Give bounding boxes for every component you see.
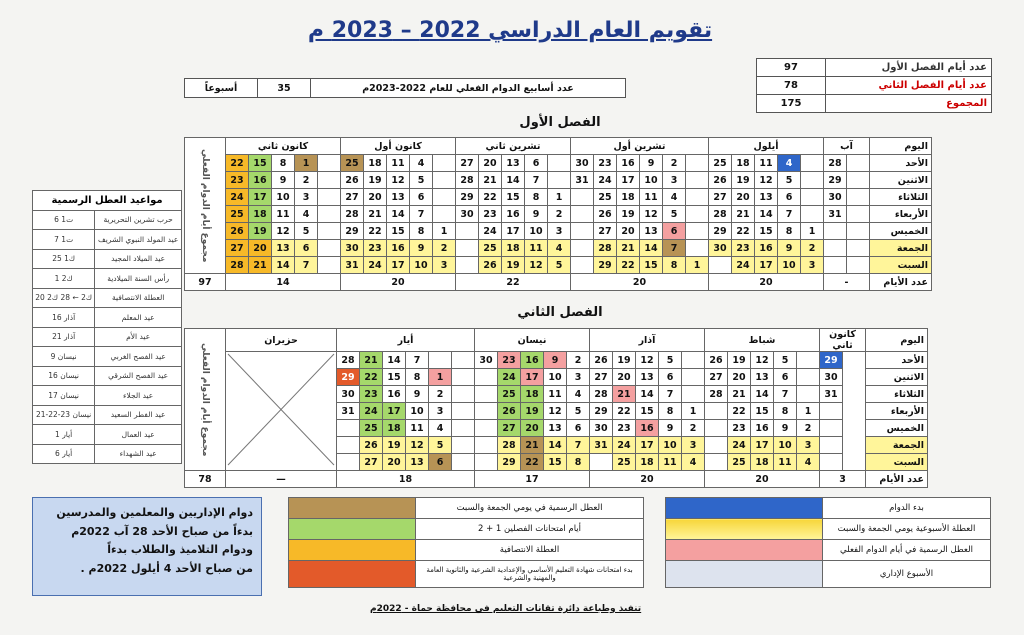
holiday-date: 1 ك2 bbox=[33, 269, 95, 289]
holiday-date: 21 آذار bbox=[33, 327, 95, 347]
legend-label: أيام امتحانات الفصلين 1 + 2 bbox=[416, 519, 644, 540]
month-count: 3 bbox=[820, 471, 866, 488]
month-count: — bbox=[226, 471, 337, 488]
month-count: 18 bbox=[337, 471, 475, 488]
sem1-total-value: 97 bbox=[757, 59, 826, 77]
legend-swatch bbox=[289, 519, 416, 540]
holidays-table bbox=[32, 190, 182, 464]
grand-total-value: 175 bbox=[757, 95, 826, 113]
holiday-name: عيد المعلم bbox=[95, 308, 182, 328]
weeks-value: 35 bbox=[258, 79, 311, 98]
month-count: 20 bbox=[590, 471, 705, 488]
sem2-total-label: عدد أيام الفصل الثاني bbox=[826, 77, 992, 95]
month-header: آذار bbox=[590, 329, 705, 352]
note-line: دوام الإداريين والمعلمين والمدرسين bbox=[56, 506, 253, 519]
month-header: أيلول bbox=[709, 138, 824, 155]
page-title: تقويم العام الدراسي 2022 – 2023 م bbox=[307, 18, 713, 43]
holiday-date: 20 ك2 ← 28 ك2 bbox=[33, 288, 95, 308]
weeks-label: عدد أسابيع الدوام الفعلي للعام 2022-2023م bbox=[311, 79, 626, 98]
month-header: كانون ثاني bbox=[226, 138, 341, 155]
holiday-name: رأس السنة الميلادية bbox=[95, 269, 182, 289]
holiday-name: عيد الشهداء bbox=[95, 444, 182, 464]
legend-label: العطلة الأسبوعية يومي الجمعة والسبت bbox=[823, 519, 991, 540]
days-count-label: عدد الأيام bbox=[866, 471, 928, 488]
holiday-name: عيد الميلاد المجيد bbox=[95, 249, 182, 269]
sem1-title: الفصل الأول bbox=[519, 115, 601, 130]
day-label: السبت bbox=[866, 454, 928, 471]
day-label: الأربعاء bbox=[866, 403, 928, 420]
month-count: 22 bbox=[456, 274, 571, 291]
day-label: الأحد bbox=[866, 352, 928, 369]
day-label: الاثنين bbox=[870, 172, 932, 189]
legend-swatch bbox=[289, 561, 416, 588]
note-line: ودوام التلاميذ والطلاب بدءاً bbox=[107, 543, 253, 557]
month-count: 20 bbox=[341, 274, 456, 291]
day-header: اليوم bbox=[870, 138, 932, 155]
legend-label: العطلة الانتصافية bbox=[416, 540, 644, 561]
day-header: اليوم bbox=[866, 329, 928, 352]
month-header: نيسان bbox=[475, 329, 590, 352]
day-label: الاثنين bbox=[866, 369, 928, 386]
holiday-date: 16 نيسان bbox=[33, 366, 95, 386]
legend-swatch bbox=[289, 540, 416, 561]
month-count: - bbox=[824, 274, 870, 291]
sem2-total-value: 78 bbox=[757, 77, 826, 95]
start-date-note bbox=[32, 497, 262, 596]
holiday-name: عيد الأم bbox=[95, 327, 182, 347]
holiday-name: عيد الفصح الغربي bbox=[95, 347, 182, 367]
day-label: الخميس bbox=[870, 223, 932, 240]
holiday-date: 6 ت1 bbox=[33, 210, 95, 230]
legend-label: بدء الدوام bbox=[823, 498, 991, 519]
weeks-unit: أسبوعاً bbox=[185, 79, 258, 98]
month-header: تشرين ثاني bbox=[456, 138, 571, 155]
day-label: الثلاثاء bbox=[866, 386, 928, 403]
month-count: 17 bbox=[475, 471, 590, 488]
month-count: 20 bbox=[571, 274, 709, 291]
weeks-table bbox=[184, 78, 626, 98]
summary-table bbox=[756, 58, 992, 113]
days-count-label: عدد الأيام bbox=[870, 274, 932, 291]
month-header: كانون ثاني bbox=[820, 329, 866, 352]
legend-swatch bbox=[666, 519, 823, 540]
month-count: 20 bbox=[709, 274, 824, 291]
holiday-name: عيد الفطر السعيد bbox=[95, 405, 182, 425]
holiday-name: عيد الفصح الشرقي bbox=[95, 366, 182, 386]
holiday-date: 17 نيسان bbox=[33, 386, 95, 406]
sem1-vertical-label: مجموع أيام الدوام الفعلي bbox=[185, 138, 226, 274]
legend-label: الأسبوع الإداري bbox=[823, 561, 991, 588]
day-label: الثلاثاء bbox=[870, 189, 932, 206]
month-header: حزيران bbox=[226, 329, 337, 352]
june-crossed-box bbox=[226, 352, 337, 471]
sem2-title: الفصل الثاني bbox=[517, 305, 603, 320]
legend-middle bbox=[288, 497, 644, 588]
note-line: من صباح الأحد 4 أيلول 2022م . bbox=[80, 562, 253, 576]
month-header: تشرين أول bbox=[571, 138, 709, 155]
sem1-total-label: عدد أيام الفصل الأول bbox=[826, 59, 992, 77]
day-label: الأحد bbox=[870, 155, 932, 172]
holiday-date: 21-22-23 نيسان bbox=[33, 405, 95, 425]
day-label: الجمعة bbox=[870, 240, 932, 257]
day-label: السبت bbox=[870, 257, 932, 274]
sem2-vertical-label: مجموع أيام الدوام الفعلي bbox=[185, 329, 226, 471]
legend-swatch bbox=[289, 498, 416, 519]
grand-total-label: المجموع bbox=[826, 95, 992, 113]
legend-label: العطل الرسمية في أيام الدوام الفعلي bbox=[823, 540, 991, 561]
month-header: كانون أول bbox=[341, 138, 456, 155]
note-line: بدءاً من صباح الأحد 28 آب 2022م bbox=[71, 524, 253, 538]
cross-out-icon bbox=[226, 352, 336, 467]
month-header: شباط bbox=[705, 329, 820, 352]
holiday-name: العطلة الانتصافية bbox=[95, 288, 182, 308]
month-header: آب bbox=[824, 138, 870, 155]
sem1-total: 97 bbox=[185, 274, 226, 291]
holiday-date: 25 ك1 bbox=[33, 249, 95, 269]
day-label: الأربعاء bbox=[870, 206, 932, 223]
holiday-date: 1 أيار bbox=[33, 425, 95, 445]
footer-credit: تنفيذ وطباعة دائرة تقانات التعليم في محافظة حماة - 2022م bbox=[370, 604, 642, 614]
day-label: الخميس bbox=[866, 420, 928, 437]
sem2-total: 78 bbox=[185, 471, 226, 488]
month-count: 14 bbox=[226, 274, 341, 291]
legend-swatch bbox=[666, 561, 823, 588]
sem2-calendar: مجموع أيام الدوام الفعلي حزيران أيار نيسان آذار شباط كانون ثاني اليوم 28 21 14 7 30 23 16 9 2 26 19 12 5 26 19 12 5 29 الأحد 29 22 15 8 1 24 17 10 3 27 20 13 6 27 20 13 6 30 الاثنين 30 23 16 9 2 25 18 11 4 28 21 14 7 28 21 14 7 31 الثلاثاء 31 24 17 10 3 26 19 12 5 29 22 15 8 1 22 15 8 1 الأربعاء 25 18 11 4 27 20 13 6 30 23 16 9 2 23 16 9 2 الخميس 26 19 12 5 28 21 14 7 31 24 17 10 3 24 17 10 3 الجمعة 27 20 13 6 29 22 15 8 25 18 11 4 25 18 11 4 السبت 78 — 18 17 20 20 3 عدد الأيام bbox=[184, 328, 928, 488]
holiday-name: حرب تشرين التحريرية bbox=[95, 210, 182, 230]
legend-label: العطل الرسمية في يومي الجمعة والسبت bbox=[416, 498, 644, 519]
month-header: أيار bbox=[337, 329, 475, 352]
legend-swatch bbox=[666, 540, 823, 561]
holidays-title: مواعيد العطل الرسمية bbox=[33, 191, 182, 211]
legend-label: بدء امتحانات شهادة التعليم الأساسي والإعدادية الشرعية والثانوية العامة والمهنية والشرعية bbox=[416, 561, 644, 588]
sem1-calendar: مجموع أيام الدوام الفعلي كانون ثاني كانون أول تشرين ثاني تشرين أول أيلول آب اليوم 22 15 8 1 25 18 11 4 27 20 13 6 30 23 16 9 2 25 18 11 4 28 الأحد 23 16 9 2 26 19 12 5 28 21 14 7 31 24 17 10 3 26 19 12 5 29 الاثنين 24 17 10 3 27 20 13 6 29 22 15 8 1 25 18 11 4 27 20 13 6 30 الثلاثاء 25 18 11 4 28 21 14 7 30 23 16 9 2 26 19 12 5 28 21 14 7 31 الأربعاء 26 19 12 5 29 22 15 8 1 24 17 10 3 27 20 13 6 29 22 15 8 1 الخميس 27 20 13 6 30 23 16 9 2 25 18 11 4 28 21 14 7 30 23 16 9 2 الجمعة 28 21 14 7 31 24 17 10 3 26 19 12 5 29 22 15 8 1 24 17 10 3 السبت 97 14 20 22 20 20 - عدد الأيام bbox=[184, 137, 932, 291]
day-label: الجمعة bbox=[866, 437, 928, 454]
holiday-date: 16 آذار bbox=[33, 308, 95, 328]
holiday-name: عيد المولد النبوي الشريف bbox=[95, 230, 182, 250]
holiday-name: عيد العمال bbox=[95, 425, 182, 445]
legend-swatch bbox=[666, 498, 823, 519]
legend-right bbox=[665, 497, 991, 588]
holiday-date: 6 أيار bbox=[33, 444, 95, 464]
holiday-date: 7 ت1 bbox=[33, 230, 95, 250]
holiday-date: 9 نيسان bbox=[33, 347, 95, 367]
month-count: 20 bbox=[705, 471, 820, 488]
holiday-name: عيد الجلاء bbox=[95, 386, 182, 406]
